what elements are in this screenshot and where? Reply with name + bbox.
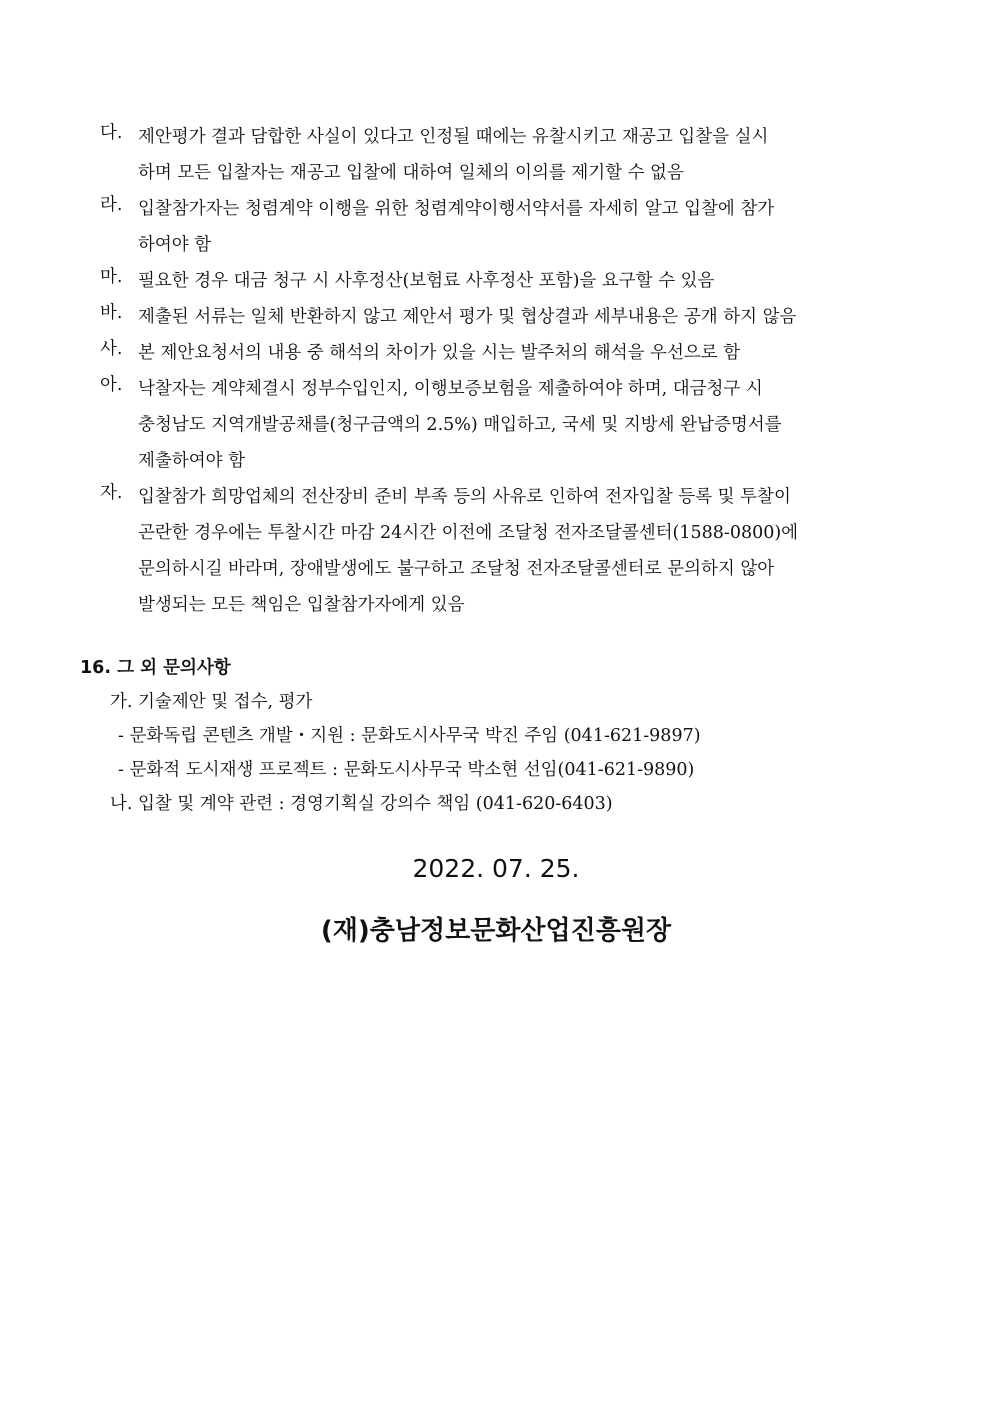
clause-marker: 자.	[100, 483, 123, 503]
clause-text	[138, 335, 912, 371]
clause-line: 제출된 서류는 일체 반환하지 않고 제안서 평가 및 협상결과 세부내용은 공개 하지 않음	[138, 307, 797, 327]
clause-line: 발생되는 모든 책임은 입찰참가자에게 있음	[138, 595, 465, 615]
clause-marker: 라.	[100, 195, 123, 215]
clause-line: 제출하여야 함	[138, 451, 245, 471]
clause-line: 입찰참가자는 청렴계약 이행을 위한 청렴계약이행서약서를 자세히 알고 입찰에 참가	[138, 199, 775, 219]
clause-ba	[100, 299, 912, 335]
clause-line: 문의하시길 바라며, 장애발생에도 불구하고 조달청 전자조달콜센터로 문의하지 않아	[138, 559, 775, 579]
issuing-organization: (재)충남정보문화산업진흥원장	[320, 916, 672, 946]
clause-marker: 사.	[100, 339, 123, 359]
clause-line: 하며 모든 입찰자는 재공고 입찰에 대하여 일체의 이의를 제기할 수 없음	[138, 163, 684, 183]
clause-line: 입찰참가 희망업체의 전산장비 준비 부족 등의 사유로 인하여 전자입찰 등록 및 투찰이	[138, 487, 791, 507]
subsection-na: 나. 입찰 및 계약 관련 : 경영기획실 강의수 책임 (041-620-6403)	[110, 794, 613, 814]
document-date: 2022. 07. 25.	[412, 854, 580, 883]
clause-line: 낙찰자는 계약체결시 정부수입인지, 이행보증보험을 제출하여야 하며, 대금청구 시	[138, 379, 763, 399]
clause-ja	[100, 479, 912, 623]
clause-line: 필요한 경우 대금 청구 시 사후정산(보험료 사후정산 포함)을 요구할 수 있음	[138, 271, 715, 291]
clause-marker: 다.	[100, 123, 123, 143]
clause-sa	[100, 335, 912, 371]
clause-line: 본 제안요청서의 내용 중 해석의 차이가 있을 시는 발주처의 해석을 우선으로 함	[138, 343, 741, 363]
clause-line: 하여야 함	[138, 235, 212, 255]
clause-text	[138, 299, 912, 335]
clause-text	[138, 263, 912, 299]
clause-marker: 아.	[100, 375, 123, 395]
subsection-ga: 가. 기술제안 및 접수, 평가	[110, 692, 313, 712]
clause-text	[138, 479, 912, 623]
contact-line: - 문화독립 콘텐츠 개발・지원 : 문화도시사무국 박진 주임 (041-621-9897)	[118, 726, 701, 746]
clause-da	[100, 119, 912, 191]
section-heading: 16. 그 외 문의사항	[80, 658, 231, 678]
clause-text	[138, 191, 912, 263]
clause-line: 곤란한 경우에는 투찰시간 마감 24시간 이전에 조달청 전자조달콜센터(1588-0800)에	[138, 523, 799, 543]
clause-line: 충청남도 지역개발공채를(청구금액의 2.5%) 매입하고, 국세 및 지방세 완납증명서를	[138, 415, 782, 435]
clause-ma	[100, 263, 912, 299]
contact-line: - 문화적 도시재생 프로젝트 : 문화도시사무국 박소현 선임(041-621-9890)	[118, 760, 695, 780]
clause-marker: 바.	[100, 303, 123, 323]
clause-text	[138, 371, 912, 479]
clause-a	[100, 371, 912, 479]
clause-text	[138, 119, 912, 191]
clause-ra	[100, 191, 912, 263]
clause-marker: 마.	[100, 267, 123, 287]
clause-line: 제안평가 결과 담합한 사실이 있다고 인정될 때에는 유찰시키고 재공고 입찰을 실시	[138, 127, 769, 147]
